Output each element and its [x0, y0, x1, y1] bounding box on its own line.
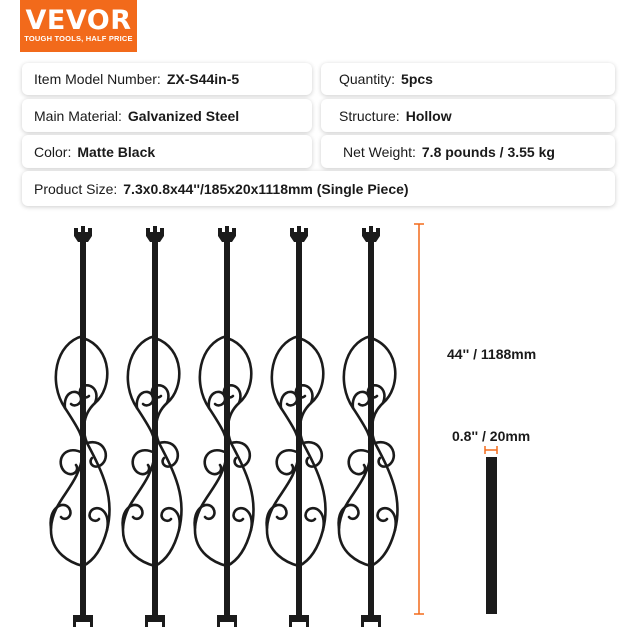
logo-wordmark: VEVOR [25, 5, 132, 36]
spec-color-value: Matte Black [77, 143, 156, 160]
baluster-5 [339, 226, 398, 627]
spec-size-label: Product Size: [34, 180, 118, 197]
spec-model-label: Item Model Number: [34, 71, 161, 87]
spec-quantity-label: Quantity: [339, 71, 396, 87]
height-dimension-label: 44'' / 1188mm [447, 346, 537, 362]
spec-weight-value: 7.8 pounds / 3.55 kg [421, 143, 555, 160]
spec-size-value: 7.3x0.8x44''/185x20x1118mm (Single Piece) [123, 180, 409, 197]
spec-weight-label: Net Weight: [343, 143, 416, 160]
spec-structure-value: Hollow [405, 107, 452, 124]
spec-model-value: ZX-S44in-5 [166, 71, 240, 87]
baluster-1 [51, 226, 110, 627]
baluster-2 [123, 226, 182, 627]
baluster-3 [195, 226, 254, 627]
spec-color-label: Color: [34, 143, 72, 160]
spec-material-label: Main Material: [34, 107, 122, 124]
baluster-4 [267, 226, 326, 627]
bar-cross-section [486, 457, 497, 614]
width-dimension-marker [485, 446, 497, 454]
spec-structure-label: Structure: [339, 107, 400, 124]
width-dimension-label: 0.8'' / 20mm [452, 428, 531, 444]
height-dimension-line [414, 224, 424, 614]
logo-tagline: TOUGH TOOLS, HALF PRICE [24, 34, 133, 43]
spec-material-value: Galvanized Steel [127, 107, 240, 124]
spec-quantity-value: 5pcs [401, 71, 433, 87]
